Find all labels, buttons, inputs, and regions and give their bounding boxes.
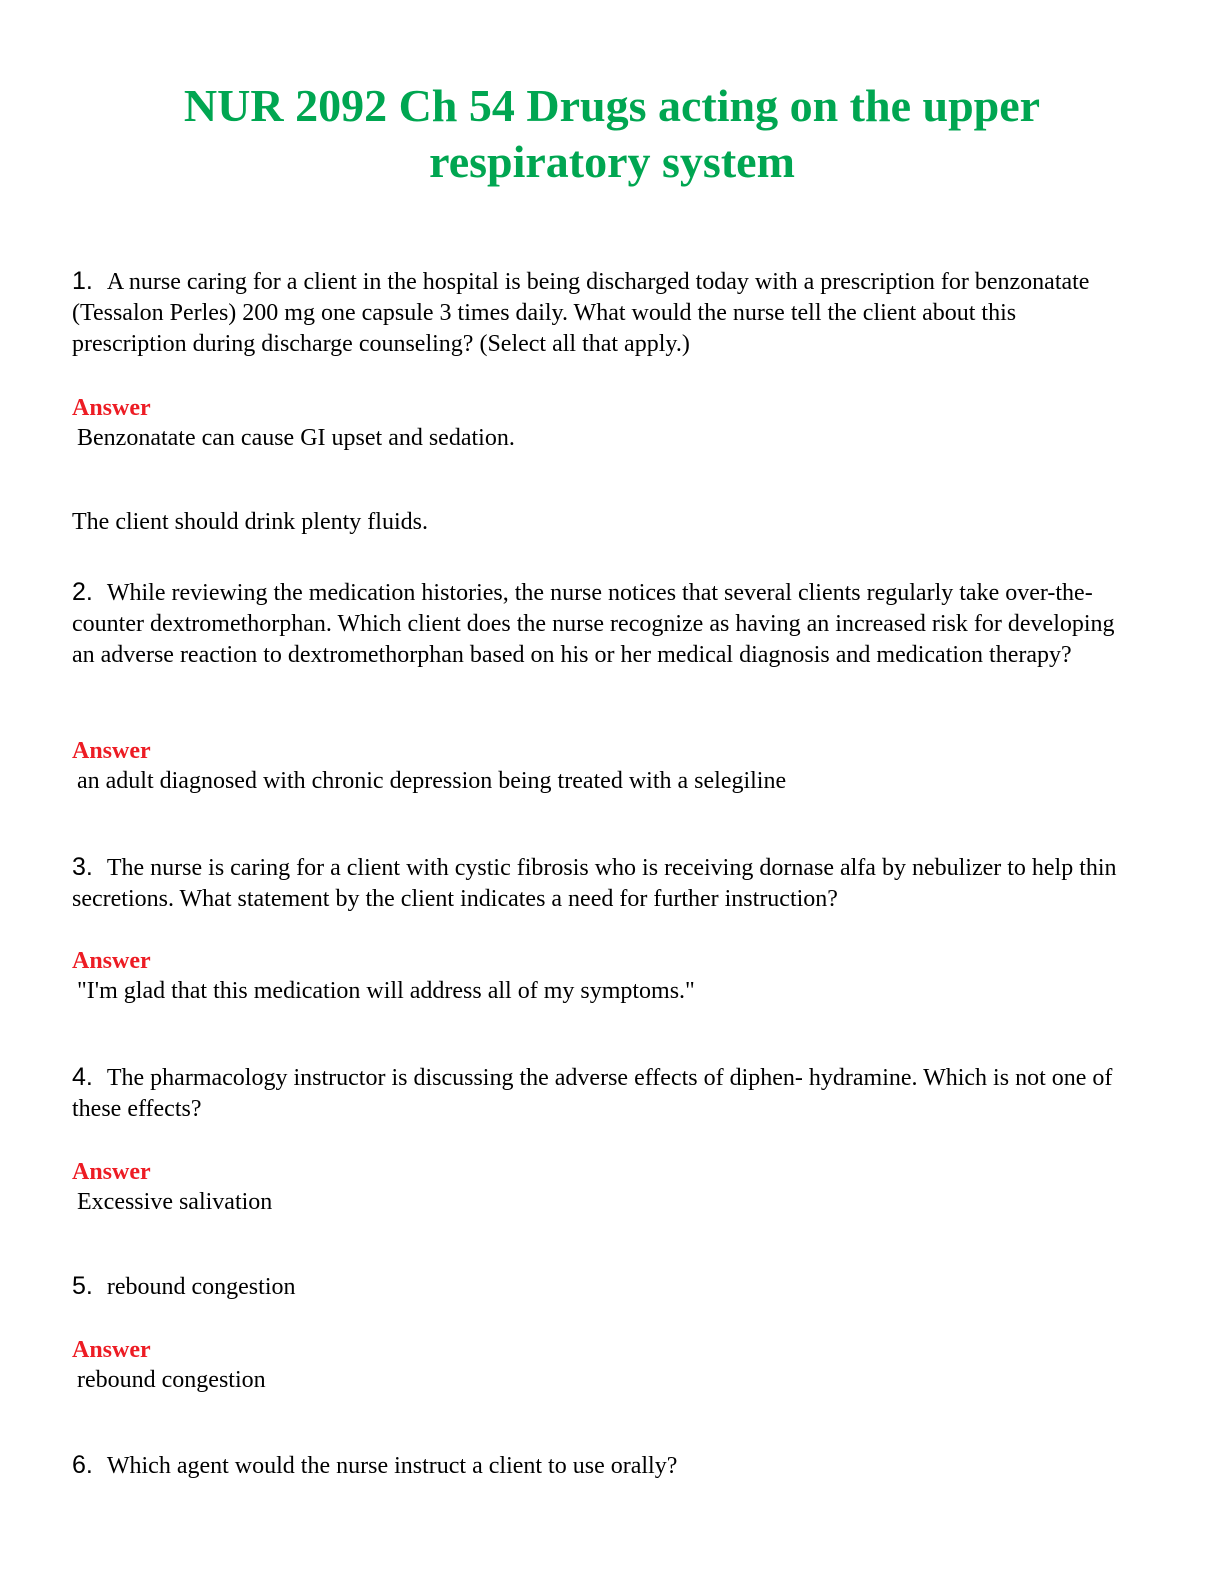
answer-block-2: [72, 736, 1132, 796]
answer-text: Excessive salivation: [77, 1189, 273, 1215]
question-2: [72, 577, 1132, 671]
answer-block-3: [72, 946, 1132, 1006]
question-text: A nurse caring for a client in the hospital is being discharged today with a prescription for benzonatate (Tessalon Perles) 200 mg one capsule 3 times daily. What would the nurse tell the client about this prescription during discharge counseling? (Select all that apply.): [72, 269, 1090, 357]
question-block-3: [72, 852, 1132, 915]
question-block-4: [72, 1062, 1132, 1125]
question-block-5: [72, 1271, 1132, 1303]
question-number: 5.: [72, 1272, 93, 1300]
question-1: [72, 266, 1132, 360]
question-block-6: [72, 1450, 1132, 1482]
question-text: rebound congestion: [106, 1274, 296, 1300]
question-text: The pharmacology instructor is discussing the adverse effects of diphen- hydramine. Which is not one of these effects?: [72, 1065, 1113, 1122]
question-number: 1.: [72, 267, 93, 295]
question-number: 3.: [72, 853, 93, 881]
answer-label: Answer: [72, 395, 151, 421]
question-text: Which agent would the nurse instruct a client to use orally?: [106, 1453, 678, 1479]
answer-label: Answer: [72, 1337, 151, 1363]
title-line-2: respiratory system: [429, 136, 795, 187]
answer-text: rebound congestion: [77, 1367, 266, 1393]
document-title: [60, 78, 1164, 190]
answer-text: "I'm glad that this medication will address all of my symptoms.": [77, 978, 695, 1004]
answer-text: Benzonatate can cause GI upset and sedation.: [77, 425, 515, 451]
answer-block-4: [72, 1157, 1132, 1217]
question-number: 6.: [72, 1451, 93, 1479]
question-number: 2.: [72, 578, 93, 606]
question-3: [72, 852, 1132, 915]
answer-text: The client should drink plenty fluids.: [72, 509, 428, 535]
question-block-2: [72, 577, 1132, 671]
answer-text: an adult diagnosed with chronic depression being treated with a selegiline: [77, 768, 787, 794]
answer-label: Answer: [72, 948, 151, 974]
answer-block-1: [72, 393, 1132, 453]
question-4: [72, 1062, 1132, 1125]
answer-label: Answer: [72, 738, 151, 764]
question-6: [72, 1450, 1132, 1482]
answer-label: Answer: [72, 1159, 151, 1185]
question-text: The nurse is caring for a client with cystic fibrosis who is receiving dornase alfa by nebulizer to help thin secretions. What statement by the client indicates a need for further instruction?: [72, 855, 1117, 912]
question-text: While reviewing the medication histories, the nurse notices that several clients regularly take over-the-counter dextromethorphan. Which client does the nurse recognize as having an increased risk for developing an adverse reaction to dextromethorphan based on his or her medical diagnosis and medication therapy?: [72, 580, 1115, 668]
question-block-1: [72, 266, 1132, 360]
answer-block-5: [72, 1335, 1132, 1395]
question-5: [72, 1271, 1132, 1303]
question-number: 4.: [72, 1063, 93, 1091]
title-line-1: NUR 2092 Ch 54 Drugs acting on the upper: [183, 80, 1041, 131]
answer-block-1b: [72, 507, 1132, 537]
